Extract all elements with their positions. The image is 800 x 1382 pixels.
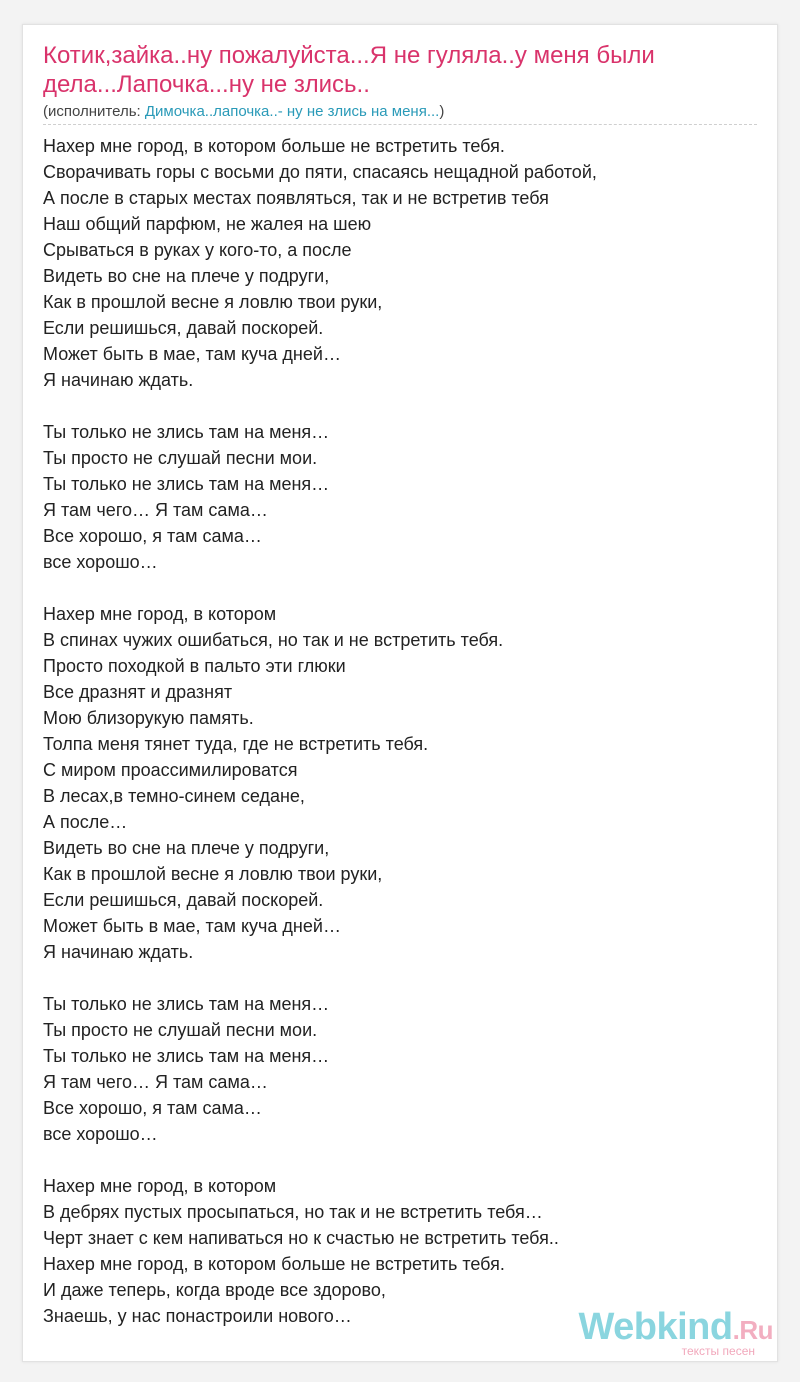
lyric-line: все хорошо… [43,552,158,572]
lyric-line: Толпа меня тянет туда, где не встретить тебя. [43,734,429,754]
lyric-line: А после… [43,812,128,832]
lyric-line: Все хорошо, я там сама… [43,1098,262,1118]
stanza-break [43,575,757,601]
lyrics-text [43,133,757,1329]
lyric-line: Если решишься, давай поскорей. [43,890,324,910]
lyric-line: Я там чего… Я там сама… [43,1072,268,1092]
title-divider [43,124,757,125]
lyric-line: А после в старых местах появляться, так и не встретив тебя [43,188,549,208]
lyric-line: Все дразнят и дразнят [43,682,233,702]
lyric-line: Я начинаю ждать. [43,942,194,962]
lyric-line: Все хорошо, я там сама… [43,526,262,546]
lyric-line: С миром проассимилироватся [43,760,298,780]
lyric-line: Черт знает с кем напиваться но к счастью не встретить тебя.. [43,1228,559,1248]
lyric-line: Ты только не злись там на меня… [43,994,330,1014]
lyric-line: Нахер мне город, в котором больше не встретить тебя. [43,1254,505,1274]
lyric-line: В дебрях пустых просыпаться, но так и не встретить тебя… [43,1202,543,1222]
logo-tagline: тексты песен [681,1344,755,1358]
lyric-line: Сворачивать горы с восьми до пяти, спасаясь нещадной работой, [43,162,597,182]
lyric-line: Может быть в мае, там куча дней… [43,344,341,364]
lyric-line: Я начинаю ждать. [43,370,194,390]
stanza-break [43,393,757,419]
lyric-line: Просто походкой в пальто эти глюки [43,656,346,676]
artist-line [43,103,444,121]
artist-suffix: ) [439,103,445,120]
logo-domain-text: .Ru [732,1315,773,1345]
stanza-break [43,965,757,991]
lyric-line: Нахер мне город, в котором [43,604,277,624]
lyric-line: В спинах чужих ошибаться, но так и не встретить тебя. [43,630,504,650]
lyric-line: Наш общий парфюм, не жалея на шею [43,214,372,234]
lyrics-card [22,24,778,1362]
lyric-line: все хорошо… [43,1124,158,1144]
page-title: Котик,зайка..ну пожалуйста...Я не гуляла..у меня были дела...Лапочка...ну не злись.. [43,42,655,98]
lyric-line: Ты просто не слушай песни мои. [43,1020,318,1040]
lyric-line: Нахер мне город, в котором больше не встретить тебя. [43,136,505,156]
lyric-line: Может быть в мае, там куча дней… [43,916,341,936]
lyric-line: В лесах,в темно-синем седане, [43,786,305,806]
logo-wordmark [578,1308,773,1349]
lyric-line: Мою близорукую память. [43,708,254,728]
lyric-line: Нахер мне город, в котором [43,1176,277,1196]
lyric-line: Ты только не злись там на меня… [43,422,330,442]
lyric-line: Видеть во сне на плече у подруги, [43,838,330,858]
lyric-line: Видеть во сне на плече у подруги, [43,266,330,286]
lyric-line: Срываться в руках у кого-то, а после [43,240,352,260]
webkind-logo[interactable] [578,1308,773,1357]
lyric-line: Как в прошлой весне я ловлю твои руки, [43,864,383,884]
artist-prefix: (исполнитель: [43,103,145,120]
lyric-line: И даже теперь, когда вроде все здорово, [43,1280,386,1300]
artist-link[interactable]: Димочка..лапочка..- ну не злись на меня... [144,103,440,120]
lyric-line: Как в прошлой весне я ловлю твои руки, [43,292,383,312]
lyric-line: Ты только не злись там на меня… [43,1046,330,1066]
lyric-line: Знаешь, у нас понастроили нового… [43,1306,352,1326]
lyric-line: Я там чего… Я там сама… [43,500,268,520]
lyric-line: Ты только не злись там на меня… [43,474,330,494]
stanza-break [43,1147,757,1173]
logo-main-text: Webkind [578,1306,733,1348]
lyric-line: Если решишься, давай поскорей. [43,318,324,338]
lyric-line: Ты просто не слушай песни мои. [43,448,318,468]
